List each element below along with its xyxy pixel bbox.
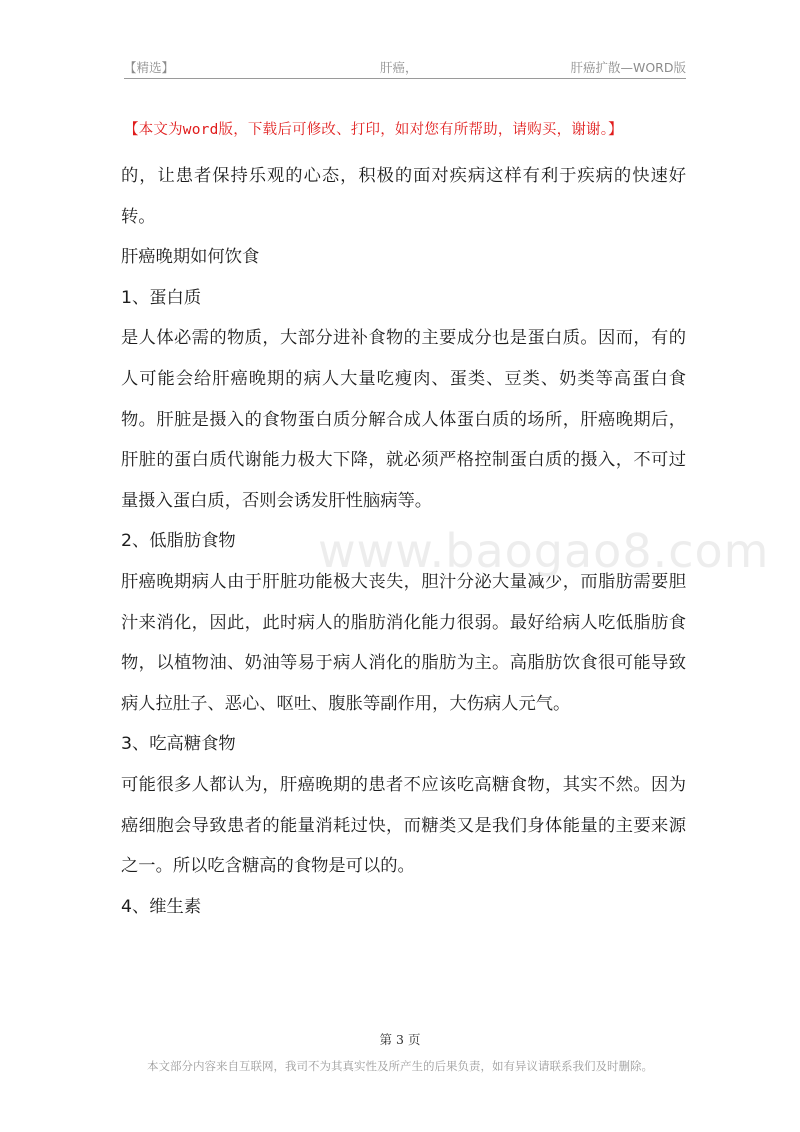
header-divider bbox=[124, 78, 686, 79]
intro-paragraph: 的，让患者保持乐观的心态，积极的面对疾病这样有利于疾病的快速好转。 bbox=[121, 166, 686, 227]
page-number: 第 3 页 bbox=[379, 1032, 421, 1047]
page-header bbox=[124, 56, 686, 78]
document-body bbox=[121, 156, 686, 927]
item-body-protein: 是人体必需的物质，大部分进补食物的主要成分也是蛋白质。因而，有的人可能会给肝癌晚期的病人大量吃瘦肉、蛋类、豆类、奶类等高蛋白食物。肝脏是摄入的食物蛋白质分解合成人体蛋白质的场所，肝癌晚期后，肝脏的蛋白质代谢能力极大下降，就必须严格控制蛋白质的摄入，不可过量摄入蛋白质，否则会诱发肝性脑病等。 bbox=[121, 328, 686, 511]
item-heading-protein: 1、蛋白质 bbox=[121, 287, 202, 308]
item-heading-low-fat: 2、低脂肪食物 bbox=[121, 531, 236, 552]
item-heading-vitamin: 4、维生素 bbox=[121, 896, 202, 917]
item-heading-high-sugar: 3、吃高糖食物 bbox=[121, 734, 236, 755]
watermark: www.baogao8.com bbox=[318, 524, 770, 578]
header-center-label: 肝癌， bbox=[380, 60, 418, 75]
section-title: 肝癌晚期如何饮食 bbox=[121, 247, 260, 268]
item-body-high-sugar: 可能很多人都认为，肝癌晚期的患者不应该吃高糖食物，其实不然。因为癌细胞会导致患者的能量消耗过快，而糖类又是我们身体能量的主要来源之一。所以吃含糖高的食物是可以的。 bbox=[121, 774, 686, 877]
header-right-label: 肝癌扩散—WORD版 bbox=[570, 60, 686, 75]
header-left-label: 【精选】 bbox=[124, 60, 175, 75]
purchase-notice: 【本文为word版，下载后可修改、打印，如对您有所帮助，请购买，谢谢。】 bbox=[124, 122, 623, 138]
footer-disclaimer: 本文部分内容来自互联网，我司不为其真实性及所产生的后果负责，如有异议请联系我们及时删除。 bbox=[147, 1059, 653, 1073]
item-body-low-fat: 肝癌晚期病人由于肝脏功能极大丧失，胆汁分泌大量减少，而脂肪需要胆汁来消化，因此，此时病人的脂肪消化能力很弱。最好给病人吃低脂肪食物，以植物油、奶油等易于病人消化的脂肪为主。高脂肪饮食很可能导致病人拉肚子、恶心、呕吐、腹胀等副作用，大伤病人元气。 bbox=[121, 571, 686, 714]
